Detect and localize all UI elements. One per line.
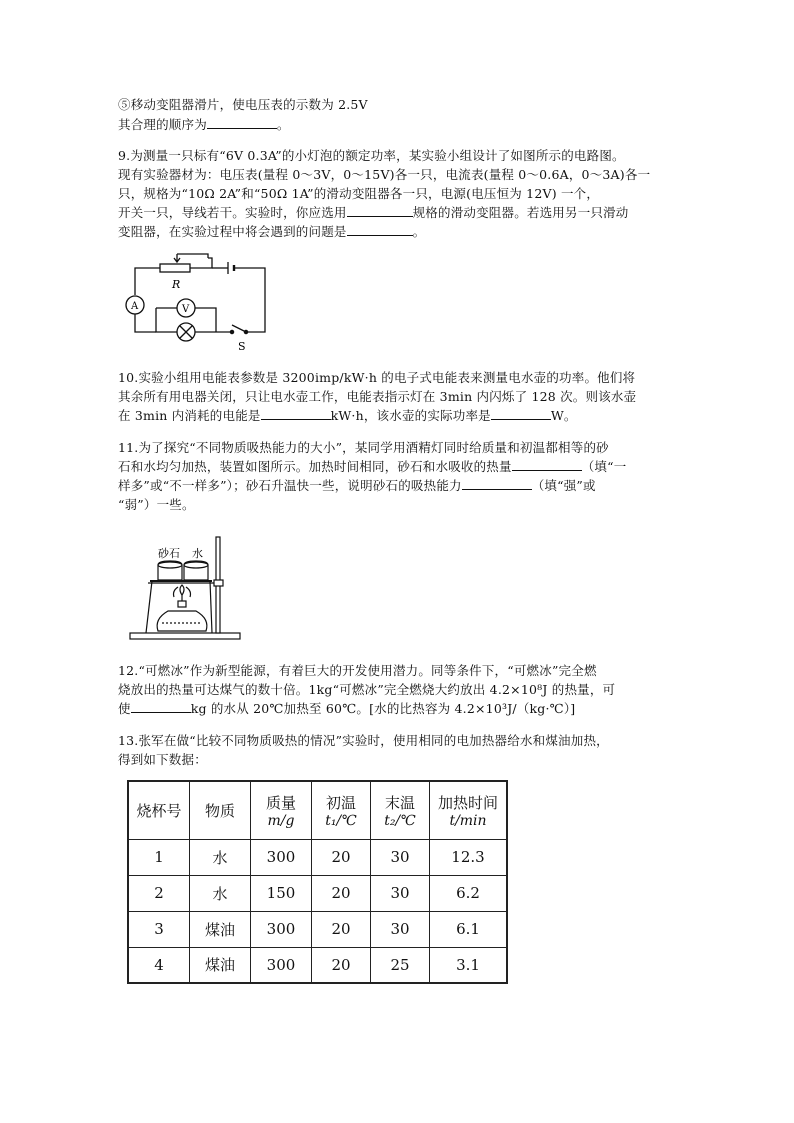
- q11-line2-b: （填“一: [581, 459, 627, 474]
- q12-line2: 烧放出的热量可达煤气的数十倍。1kg“可燃冰”完全燃烧大约放出 4.2×10⁸J 的热量，可: [118, 682, 616, 697]
- table-row: [128, 875, 507, 911]
- table-cell: 2: [128, 875, 190, 911]
- q9-line4-b: 规格的滑动变阻器。若选用另一只滑动: [412, 205, 629, 220]
- sand-beaker: [158, 561, 182, 580]
- table-cell: 20: [312, 839, 371, 875]
- circuit-diagram: [120, 250, 280, 355]
- label-S: S: [238, 340, 246, 353]
- table-cell: 30: [371, 911, 430, 947]
- table-cell: 煤油: [190, 911, 251, 947]
- table-cell: 6.2: [430, 875, 508, 911]
- table-cell: 20: [312, 911, 371, 947]
- q11-line1: 11.为了探究“不同物质吸热能力的大小”，某同学用酒精灯同时给质量和初温都相等的砂: [118, 440, 609, 455]
- wire-left-top: [135, 268, 160, 295]
- stand-base: [130, 633, 240, 639]
- table-cell: 300: [251, 911, 312, 947]
- label-V: V: [182, 304, 190, 315]
- table-header-row: [128, 781, 507, 839]
- q10-line3-b: kW·h，该水壶的实际功率是: [330, 408, 491, 423]
- header-cell: 加热时间 t/min: [430, 781, 508, 839]
- q10-line1: 10.实验小组用电能表参数是 3200imp/kW·h 的电子式电能表来测量电水壶的功率。他们将: [118, 370, 636, 385]
- table-row: [128, 947, 507, 983]
- q11-heat-blank[interactable]: [512, 456, 582, 471]
- q12-line3-a: 使: [118, 701, 131, 716]
- heating-apparatus: [128, 535, 244, 645]
- table-cell: 30: [371, 875, 430, 911]
- table-cell: 12.3: [430, 839, 508, 875]
- q9-problem-blank[interactable]: [347, 221, 413, 236]
- q8-order-line: [118, 114, 290, 136]
- q9-line5-a: 变阻器，在实验过程中将会遇到的问题是: [118, 224, 347, 239]
- q12-line1: 12.“可燃冰”作为新型能源，有着巨大的开发使用潜力。同等条件下，“可燃冰”完全燃: [118, 663, 597, 678]
- label-A: A: [131, 301, 139, 312]
- q11-line3-b: （填“强”或: [531, 478, 596, 493]
- q12-line3-b: kg 的水从 20℃加热至 60℃。[水的比热容为 4.2×10³J/（kg·℃）]: [190, 701, 576, 716]
- table-row: [128, 911, 507, 947]
- table-cell: 水: [190, 875, 251, 911]
- q10-line3-a: 在 3min 内消耗的电能是: [118, 408, 261, 423]
- header-cell: 初温 t₁/℃: [312, 781, 371, 839]
- q9-line3: 只，规格为“10Ω 2A”和“50Ω 1A”的滑动变阻器各一只，电源(电压恒为 12V) 一个，: [118, 186, 600, 201]
- q9-rheostat-blank[interactable]: [347, 202, 413, 217]
- q8-order-blank[interactable]: [207, 114, 277, 129]
- table-cell: 30: [371, 839, 430, 875]
- table-cell: 20: [312, 947, 371, 983]
- q10-line2: 其余所有用电器关闭，只让电水壶工作，电能表指示灯在 3min 内闪烁了 128 次。则该水壶: [118, 389, 637, 404]
- q12-line3: [118, 698, 575, 720]
- table-cell: 1: [128, 839, 190, 875]
- q12-mass-blank[interactable]: [131, 698, 191, 713]
- q10-line3: [118, 405, 577, 427]
- header-cell: 烧杯号: [128, 781, 190, 839]
- header-cell: 物质: [190, 781, 251, 839]
- label-R: R: [172, 278, 181, 291]
- q11-line4: “弱”）一些。: [118, 497, 195, 512]
- q9-line4-a: 开关一只，导线若干。实验时，你应选用: [118, 205, 347, 220]
- header-cell: 质量 m/g: [251, 781, 312, 839]
- table-cell: 6.1: [430, 911, 508, 947]
- water-beaker: [184, 561, 208, 580]
- table-cell: 水: [190, 839, 251, 875]
- alcohol-lamp: [157, 611, 207, 631]
- flame: [180, 585, 184, 595]
- q9-line5: [118, 221, 425, 243]
- table-cell: 4: [128, 947, 190, 983]
- table-cell: 300: [251, 839, 312, 875]
- table-cell: 3: [128, 911, 190, 947]
- switch-blade: [232, 325, 246, 332]
- q8-order-prefix: 其合理的顺序为: [118, 117, 207, 132]
- q10-line3-c: W。: [550, 408, 577, 423]
- q10-power-blank[interactable]: [491, 405, 551, 420]
- q8-step5: ⑤移动变阻器滑片，使电压表的示数为 2.5V: [118, 97, 368, 112]
- table-cell: 300: [251, 947, 312, 983]
- table-cell: 20: [312, 875, 371, 911]
- q11-line2-a: 石和水均匀加热，装置如图所示。加热时间相同，砂石和水吸收的热量: [118, 459, 512, 474]
- rheostat-symbol: [160, 264, 190, 272]
- q8-order-suffix: 。: [276, 117, 290, 132]
- table-cell: 煤油: [190, 947, 251, 983]
- q13-line1: 13.张军在做“比较不同物质吸热的情况”实验时，使用相同的电加热器给水和煤油加热，: [118, 733, 609, 748]
- header-cell: 末温 t₂/℃: [371, 781, 430, 839]
- label-water: 水: [192, 547, 203, 560]
- q11-ability-blank[interactable]: [462, 475, 532, 490]
- q10-energy-blank[interactable]: [261, 405, 331, 420]
- data-table: [127, 780, 508, 984]
- label-sand: 砂石: [158, 547, 180, 560]
- q9-line2: 现有实验器材为：电压表(量程 0～3V，0～15V)各一只，电流表(量程 0～0.6A，0～3A)各一: [118, 167, 651, 182]
- q9-line5-b: 。: [412, 224, 426, 239]
- table-cell: 25: [371, 947, 430, 983]
- table-row: [128, 839, 507, 875]
- table-cell: 150: [251, 875, 312, 911]
- q9-line1: 9.为测量一只标有“6V 0.3A”的小灯泡的额定功率，某实验小组设计了如图所示的电路图。: [118, 148, 625, 163]
- table-cell: 3.1: [430, 947, 508, 983]
- q11-line3-a: 样多”或“不一样多”）；砂石升温快一些，说明砂石的吸热能力: [118, 478, 462, 493]
- q13-line2: 得到如下数据：: [118, 752, 207, 767]
